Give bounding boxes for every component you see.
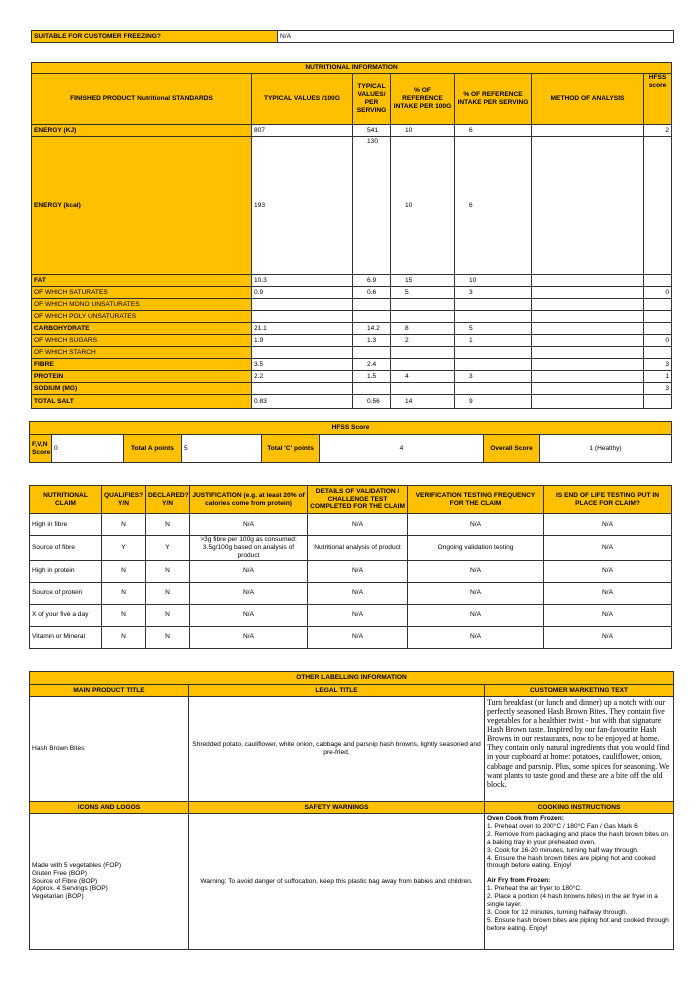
claim-cell-justification: >3g fibre per 100g as consumed: 3.5g/100g based on analysis of product — [190, 536, 308, 561]
c-points-value: 4 — [320, 435, 484, 463]
nutrition-cell-riserv: 9 — [455, 395, 532, 409]
nutrition-cell-serv: 1.3 — [353, 335, 391, 347]
nutrition-cell-v100: 1.9 — [252, 335, 353, 347]
nutrition-cell-method — [532, 323, 644, 335]
oven-cook-title: Oven Cook from Frozen: — [487, 815, 564, 822]
nutrition-cell-serv: 130 — [353, 137, 391, 275]
air-fry-step: 5. Ensure hash brown bites are piping hot and cooked through before eating. Enjoy! — [487, 916, 669, 932]
claim-cell-validation: N/A — [308, 560, 408, 582]
claim-row — [30, 626, 672, 648]
claim-cell-declared: N — [146, 626, 190, 648]
nutrition-row — [32, 371, 672, 383]
claim-cell-claim: Source of protein — [30, 582, 102, 604]
nutrition-cell-method — [532, 383, 644, 395]
icon-logo-item: Approx. 4 Servings (BOP) — [32, 885, 108, 893]
nutrition-cell-serv — [353, 311, 391, 323]
nutrition-cell-ri100 — [391, 359, 455, 371]
claim-cell-eol: N/A — [544, 604, 672, 626]
nutrition-cell-riserv: 1 — [455, 335, 532, 347]
claim-cell-frequency: N/A — [408, 604, 544, 626]
a-points-value: 5 — [182, 435, 262, 463]
claim-cell-qualifies: Y — [102, 536, 146, 561]
nutrition-cell-hfss — [644, 323, 672, 335]
nutrition-cell-serv: 14.2 — [353, 323, 391, 335]
hfss-title: HFSS Score — [30, 422, 672, 435]
marketing-header: CUSTOMER MARKETING TEXT — [485, 685, 674, 697]
nutrition-row — [32, 383, 672, 395]
claim-cell-qualifies: N — [102, 514, 146, 536]
claim-row — [30, 536, 672, 561]
nutrition-cell-ri100: 14 — [391, 395, 455, 409]
claim-cell-justification: N/A — [190, 560, 308, 582]
nutrition-cell-hfss — [644, 311, 672, 323]
icons-logos-cell — [30, 814, 189, 950]
claim-cell-claim: X of your five a day — [30, 604, 102, 626]
freezing-label: SUITABLE FOR CUSTOMER FREEZING? — [32, 31, 278, 43]
safety-warning: Warning: To avoid danger of suffocation, keep this plastic bag away from babies and children. — [189, 814, 485, 950]
nutrition-cell-hfss: 1 — [644, 371, 672, 383]
nutrition-cell-serv — [353, 347, 391, 359]
icon-logo-item: Source of Fibre (BOP) — [32, 877, 98, 885]
main-product-title: Hash Brown Bites — [30, 697, 189, 802]
claim-cell-qualifies: N — [102, 582, 146, 604]
nutrient-label: TOTAL SALT — [32, 395, 252, 409]
air-fry-step: 2. Place a portion (4 hash browns bites) in the air fryer in a single layer. — [487, 893, 658, 909]
nutrition-row — [32, 137, 672, 275]
main-title-header: MAIN PRODUCT TITLE — [30, 685, 189, 697]
nutrition-cell-ri100 — [391, 299, 455, 311]
nutrition-cell-method — [532, 359, 644, 371]
nutrition-cell-v100: 0.83 — [252, 395, 353, 409]
claim-cell-frequency: N/A — [408, 626, 544, 648]
icon-logo-item: Made with 5 vegetables (FOP) — [32, 861, 122, 869]
nutrition-cell-ri100 — [391, 383, 455, 395]
fvn-label: F,V,N Score — [30, 435, 52, 463]
claim-cell-eol: N/A — [544, 514, 672, 536]
nutrition-cell-method — [532, 311, 644, 323]
nutrition-cell-hfss: 0 — [644, 287, 672, 299]
nutrition-cell-riserv — [455, 383, 532, 395]
nutrition-cell-method — [532, 137, 644, 275]
claim-cell-frequency: N/A — [408, 560, 544, 582]
nutrition-row — [32, 359, 672, 371]
nutrition-table — [31, 62, 672, 409]
claim-cell-declared: N — [146, 514, 190, 536]
nutrition-cell-v100: 193 — [252, 137, 353, 275]
nutrient-label: OF WHICH SUGARS — [32, 335, 252, 347]
legal-title-header: LEGAL TITLE — [189, 685, 485, 697]
nutrition-cell-ri100: 8 — [391, 323, 455, 335]
nutrient-label: FAT — [32, 275, 252, 287]
nutrition-row — [32, 395, 672, 409]
nutrition-cell-hfss: 0 — [644, 335, 672, 347]
nutrition-cell-hfss: 3 — [644, 383, 672, 395]
claim-cell-eol: N/A — [544, 582, 672, 604]
nutrition-header: HFSS score — [644, 74, 672, 125]
icon-logo-item: Gluten Free (BOP) — [32, 869, 87, 877]
nutrition-row — [32, 299, 672, 311]
nutrition-header: METHOD OF ANALYSIS — [532, 74, 644, 125]
nutrition-cell-ri100: 10 — [391, 125, 455, 137]
nutrition-cell-serv — [353, 383, 391, 395]
nutrition-row — [32, 125, 672, 137]
claim-cell-validation: N/A — [308, 514, 408, 536]
nutrition-cell-riserv — [455, 311, 532, 323]
nutrition-cell-hfss — [644, 275, 672, 287]
nutrition-cell-serv: 0.56 — [353, 395, 391, 409]
c-points-label: Total 'C' points — [262, 435, 320, 463]
oven-step: 4. Ensure the hash brown bites are piping hot and cooked through before eating. Enjoy! — [487, 854, 656, 870]
nutrition-cell-method — [532, 275, 644, 287]
nutrient-label: ENERGY (KJ) — [32, 125, 252, 137]
claim-cell-frequency: N/A — [408, 582, 544, 604]
cooking-instructions — [485, 814, 674, 950]
nutrition-cell-v100 — [252, 383, 353, 395]
nutrient-label: CARBOHYDRATE — [32, 323, 252, 335]
claim-cell-validation: N/A — [308, 582, 408, 604]
legal-title: Shredded potato, cauliflower, white onion, cabbage and parsnip hash browns, lightly seasoned and pre-fried. — [189, 697, 485, 802]
nutrition-cell-v100: 21.1 — [252, 323, 353, 335]
safety-header: SAFETY WARNINGS — [189, 802, 485, 814]
fvn-value: 0 — [52, 435, 124, 463]
nutrition-cell-riserv — [455, 347, 532, 359]
claim-cell-justification: N/A — [190, 582, 308, 604]
claims-header: IS END OF LIFE TESTING PUT IN PLACE FOR CLAIM? — [544, 486, 672, 514]
a-points-label: Total A points — [124, 435, 182, 463]
claims-header: VERIFICATION TESTING FREQUENCY FOR THE CLAIM — [408, 486, 544, 514]
nutrition-cell-v100: 2.2 — [252, 371, 353, 383]
claim-cell-frequency: N/A — [408, 514, 544, 536]
claim-cell-declared: N — [146, 560, 190, 582]
nutrition-cell-v100: 3.5 — [252, 359, 353, 371]
nutrition-cell-riserv — [455, 299, 532, 311]
nutrition-cell-ri100: 15 — [391, 275, 455, 287]
nutrition-cell-hfss — [644, 347, 672, 359]
nutrition-cell-hfss — [644, 137, 672, 275]
oven-step: 2. Remove from packaging and place the hash brown bites on a baking tray in your preheated oven. — [487, 830, 669, 846]
nutrition-cell-ri100 — [391, 347, 455, 359]
nutrition-cell-riserv: 6 — [455, 125, 532, 137]
nutrition-cell-v100 — [252, 347, 353, 359]
nutrition-cell-method — [532, 371, 644, 383]
claim-cell-qualifies: N — [102, 604, 146, 626]
nutrition-cell-method — [532, 125, 644, 137]
claim-cell-validation: N/A — [308, 626, 408, 648]
claim-row — [30, 604, 672, 626]
nutrition-header: % OF REFERENCE INTAKE PER 100G — [391, 74, 455, 125]
nutrition-cell-ri100: 5 — [391, 287, 455, 299]
nutrition-cell-hfss: 3 — [644, 359, 672, 371]
nutrition-cell-method — [532, 347, 644, 359]
claim-cell-justification: N/A — [190, 604, 308, 626]
nutrient-label: OF WHICH SATURATES — [32, 287, 252, 299]
freezing-table — [31, 30, 674, 43]
nutrient-label: ENERGY (kcal) — [32, 137, 252, 275]
nutrition-cell-v100: 0.9 — [252, 287, 353, 299]
nutrition-cell-serv — [353, 299, 391, 311]
nutrition-cell-riserv: 6 — [455, 137, 532, 275]
claims-header: JUSTIFICATION (e.g. at least 20% of calories come from protein) — [190, 486, 308, 514]
nutrition-cell-riserv: 10 — [455, 275, 532, 287]
hfss-table — [29, 421, 672, 463]
claim-row — [30, 560, 672, 582]
nutrition-row — [32, 311, 672, 323]
claim-cell-justification: N/A — [190, 626, 308, 648]
nutrient-label: SODIUM (MG) — [32, 383, 252, 395]
claim-row — [30, 582, 672, 604]
claim-cell-declared: N — [146, 604, 190, 626]
nutrition-header: TYPICAL VALUES/ PER SERVING — [353, 74, 391, 125]
nutrition-cell-method — [532, 287, 644, 299]
nutrition-cell-ri100: 2 — [391, 335, 455, 347]
marketing-text: Turn breakfast (or lunch and dinner) up a notch with our perfectly seasoned Hash Brown Bites. They contain five vegetables for a healthier twist - but with that signature Hash Brown taste. Inspired by our fan-favourite Hash Browns in our restaurants, now to be enjoyed at home. They contain only natural ingredients that you would find in your cupboard at home: potatoes, cauliflower, onion, cabbage and parsnip. Plus, some spices for seasoning. We want plants to taste good and these are a bite off the old block. — [485, 697, 674, 802]
icon-logo-item: Vegetarian (BOP) — [32, 893, 84, 901]
claim-cell-frequency: Ongoing validation testing — [408, 536, 544, 561]
nutrition-cell-riserv: 3 — [455, 371, 532, 383]
nutrition-cell-v100 — [252, 299, 353, 311]
air-fry-step: 1. Preheat the air fryer to 180°C. — [487, 885, 582, 893]
icons-header: ICONS AND LOGOS — [30, 802, 189, 814]
claims-header: NUTRITIONAL CLAIM — [30, 486, 102, 514]
nutrition-cell-hfss — [644, 395, 672, 409]
nutrition-cell-riserv: 3 — [455, 287, 532, 299]
claim-cell-claim: High in protein — [30, 560, 102, 582]
nutrition-cell-ri100 — [391, 311, 455, 323]
nutrition-cell-riserv: 5 — [455, 323, 532, 335]
nutrition-header: % OF REFERENCE INTAKE PER SERVING — [455, 74, 532, 125]
nutrition-cell-method — [532, 335, 644, 347]
nutrition-cell-serv: 0.6 — [353, 287, 391, 299]
claim-cell-qualifies: N — [102, 560, 146, 582]
nutrition-cell-serv: 1.5 — [353, 371, 391, 383]
nutrient-label: PROTEIN — [32, 371, 252, 383]
claim-cell-eol: N/A — [544, 626, 672, 648]
nutrition-cell-serv: 6.9 — [353, 275, 391, 287]
claim-cell-eol: N/A — [544, 536, 672, 561]
nutrition-row — [32, 347, 672, 359]
nutrition-row — [32, 323, 672, 335]
claims-header: DECLARED? Y/N — [146, 486, 190, 514]
nutrition-cell-method — [532, 395, 644, 409]
claim-cell-validation: Nutritional analysis of product — [308, 536, 408, 561]
claims-table — [29, 485, 672, 649]
claim-cell-claim: Vitamin or Mineral — [30, 626, 102, 648]
nutrition-header: FINISHED PRODUCT Nutritional STANDARDS — [32, 74, 252, 125]
claim-cell-qualifies: N — [102, 626, 146, 648]
overall-score-label: Overall Score — [484, 435, 540, 463]
labelling-title: OTHER LABELLING INFORMATION — [30, 672, 674, 685]
nutrition-row — [32, 287, 672, 299]
claim-cell-justification: N/A — [190, 514, 308, 536]
air-fry-title: Air Fry from Frozen: — [487, 877, 551, 885]
nutrition-cell-ri100: 4 — [391, 371, 455, 383]
nutrition-cell-hfss: 2 — [644, 125, 672, 137]
claim-cell-eol: N/A — [544, 560, 672, 582]
nutrition-cell-serv: 2.4 — [353, 359, 391, 371]
claim-cell-declared: Y — [146, 536, 190, 561]
claim-cell-declared: N — [146, 582, 190, 604]
nutrient-label: OF WHICH MONO UNSATURATES — [32, 299, 252, 311]
labelling-table — [29, 671, 674, 950]
nutrition-cell-ri100: 10 — [391, 137, 455, 275]
cooking-header: COOKING INSTRUCTIONS — [485, 802, 674, 814]
nutrition-row — [32, 275, 672, 287]
nutrition-cell-v100 — [252, 311, 353, 323]
overall-score-value: 1 (Healthy) — [540, 435, 672, 463]
nutrient-label: FIBRE — [32, 359, 252, 371]
nutrition-cell-method — [532, 299, 644, 311]
nutrition-row — [32, 335, 672, 347]
nutrient-label: OF WHICH STARCH — [32, 347, 252, 359]
nutrition-cell-riserv — [455, 359, 532, 371]
claims-header: DETAILS OF VALIDATION / CHALLENGE TEST COMPLETED FOR THE CLAIM — [308, 486, 408, 514]
claim-cell-claim: Source of fibre — [30, 536, 102, 561]
oven-step: 3. Cook for 16-20 minutes, turning half way through. — [487, 846, 639, 854]
nutrition-title: NUTRITIONAL INFORMATION — [32, 63, 672, 74]
claim-row — [30, 514, 672, 536]
claim-cell-validation: N/A — [308, 604, 408, 626]
nutrition-cell-hfss — [644, 299, 672, 311]
freezing-value: N/A — [278, 31, 674, 43]
nutrition-cell-v100: 10.3 — [252, 275, 353, 287]
claims-header: QUALIFIES? Y/N — [102, 486, 146, 514]
nutrition-cell-serv: 541 — [353, 125, 391, 137]
nutrition-cell-v100: 807 — [252, 125, 353, 137]
oven-step: 1. Preheat oven to 200°C / 180°C Fan / Gas Mark 6 — [487, 822, 638, 830]
air-fry-step: 3. Cook for 12 minutes, turning halfway through. — [487, 908, 628, 916]
nutrition-header: TYPICAL VALUES /100G — [252, 74, 353, 125]
claim-cell-claim: High in fibre — [30, 514, 102, 536]
nutrient-label: OF WHICH POLY UNSATURATES — [32, 311, 252, 323]
